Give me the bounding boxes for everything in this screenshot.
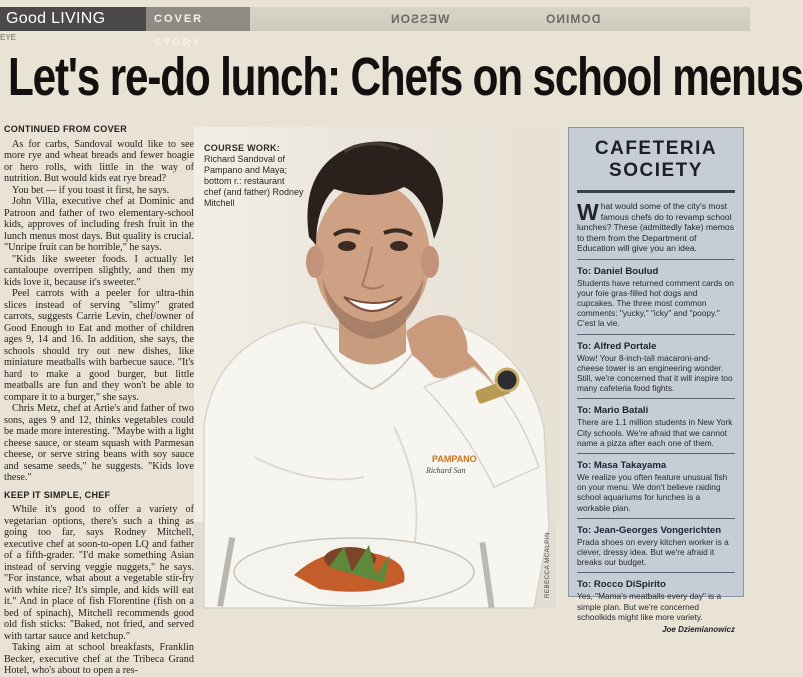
paragraph: While it's good to offer a variety of vegetarian options, there's such a thing as going too far, says Rodney Mitchell, executive chef at soon-to-open LQ and father of a fifth-grader. "I'd make something Asian instead of serving veggie nuggets," he says. "For instance, what about a vegetable stir-fry with white rice? It's simple, and kids will eat it." And in place of fish Florentine (fish on a bed of spinach), Mitchell recommends good old fish sticks: "Baked, not fried, and served with tartar sauce and ketchup.": [4, 504, 194, 642]
memo-text: Wow! Your 8-inch-tall macaroni-and-cheese tower is an engineering wonder. Still, we're concerned that it will inspire too many cafeteria food fights.: [577, 352, 733, 394]
edge-text: EYE: [0, 33, 17, 42]
intro-text: hat would some of the city's most famous chefs do to revamp school lunches? These (admittedly fake) memos to them from the Department of Education will give you an idea.: [577, 201, 734, 253]
headline: Let's re-do lunch: Chefs on school menus: [8, 47, 803, 107]
sidebar-rule: [577, 190, 735, 193]
paragraph: John Villa, executive chef at Dominic and Patroon and father of two elementary-school kids, approves of including fresh fruit in the lunch menus most days. But quality is crucial. "Unripe fruit can be horrible," he says.: [4, 196, 194, 253]
entry-divider: [577, 518, 735, 519]
memo-entry: [577, 460, 735, 513]
entry-divider: [577, 453, 735, 454]
sidebar-title-line2: SOCIETY: [609, 160, 703, 181]
jacket-name: Richard San: [426, 466, 466, 475]
memo-recipient: To: Daniel Boulud: [577, 265, 659, 277]
photo-caption: [204, 143, 304, 209]
sidebar-title-line1: CAFETERIA: [594, 138, 718, 159]
memo-recipient: To: Jean-Georges Vongerichten: [577, 524, 722, 536]
memo-text: Prada shoes on every kitchen worker is a clever, dressy idea. But we're afraid it breaks our budget.: [577, 536, 729, 568]
sidebar-intro: [577, 201, 735, 254]
entry-divider: [577, 259, 735, 260]
memo-entry: [577, 266, 735, 329]
photo-credit: REBECCA MCALPIN: [545, 531, 551, 598]
cover-story-tag: COVER STORY: [146, 7, 250, 31]
memo-text: Yes, "Mama's meatballs every day" is a simple plan. But we're concerned schoolkids might like more variety.: [577, 591, 722, 622]
bleed-through-text: WESSON: [390, 12, 450, 26]
drop-cap: W: [577, 199, 599, 225]
memo-recipient: To: Alfred Portale: [577, 340, 657, 352]
kicker-keep-it-simple: KEEP IT SIMPLE, CHEF: [4, 489, 111, 500]
paragraph: As for carbs, Sandoval would like to see more rye and wheat breads and fewer hoagie or hero rolls, with little in the way of nutrition. But would kids eat rye bread?: [4, 138, 194, 184]
caption-title: COURSE WORK:: [204, 143, 281, 153]
memo-entry: [577, 405, 735, 448]
watch-face: [496, 369, 518, 391]
entry-divider: [577, 572, 735, 573]
bleed-through-text-2: DOMINO: [545, 12, 601, 26]
memo-recipient: To: Rocco DiSpirito: [577, 579, 666, 591]
cafeteria-society-sidebar: [568, 127, 744, 634]
memo-recipient: To: Masa Takayama: [577, 459, 667, 471]
paragraph: You bet — if you toast it first, he says.: [12, 184, 170, 196]
entry-divider: [577, 398, 735, 399]
jacket-logo: PAMPANO: [432, 454, 477, 464]
memo-text: There are 1.1 million students in New York City schools. We're afraid that we cannot name a pizza after each one of them.: [577, 417, 733, 448]
byline-signature: Joe Dziemianowicz: [662, 624, 735, 634]
memo-entry: [577, 579, 735, 622]
paragraph: Taking aim at school breakfasts, Franklin Becker, executive chef at the Tribeca Grand Hotel, who's about to open a res-: [4, 642, 194, 676]
kicker-continued: CONTINUED FROM COVER: [4, 124, 127, 134]
caption-text: Richard Sandoval of Pampano and Maya; bottom r.: restaurant chef (and father) Rodney Mitchell: [204, 154, 304, 208]
memo-text: We realize you often feature unusual fish on your menu. We don't believe raiding school aquariums for lunches is a workable plan.: [577, 471, 728, 513]
memo-entry: [577, 341, 735, 394]
memo-text: Students have returned comment cards on your foie gras-filled hot dogs and cupcakes. The three most common comments: "yucky," "icky" and "poopy." C'est la vie.: [577, 277, 734, 329]
paragraph: Chris Metz, chef at Artie's and father of two sons, ages 9 and 12, thinks vegetables could be made more interesting. "Maybe with a light cheese sauce, or steam squash with Parmesan cheese, or serve string beans with soy sauce and sesame seeds," he suggests. "Kids love these.": [4, 403, 194, 483]
section-tag: Good LIVING: [0, 7, 146, 31]
memo-recipient: To: Mario Batali: [577, 405, 649, 417]
entry-divider: [577, 334, 735, 335]
paragraph: Peel carrots with a peeler for ultra-thin slices instead of serving "slimy" grated carrots, suggests Carrie Levin, chef/owner of Good Enough to Eat and mother of children ages 9, 14 and 16. In addition, she says, the schools should try out new dishes, like miniature meatballs with barbecue sauce. "It's hard to make a good burger, but little meatballs are fun and they won't be able to compare it to a burger," she says.: [4, 288, 194, 403]
memo-entry: [577, 525, 735, 568]
article-column: [4, 122, 194, 676]
paragraph: "Kids like sweeter foods. I actually let cantaloupe overripen slightly, and then my kids love it, because it's sweeter.": [4, 253, 194, 288]
